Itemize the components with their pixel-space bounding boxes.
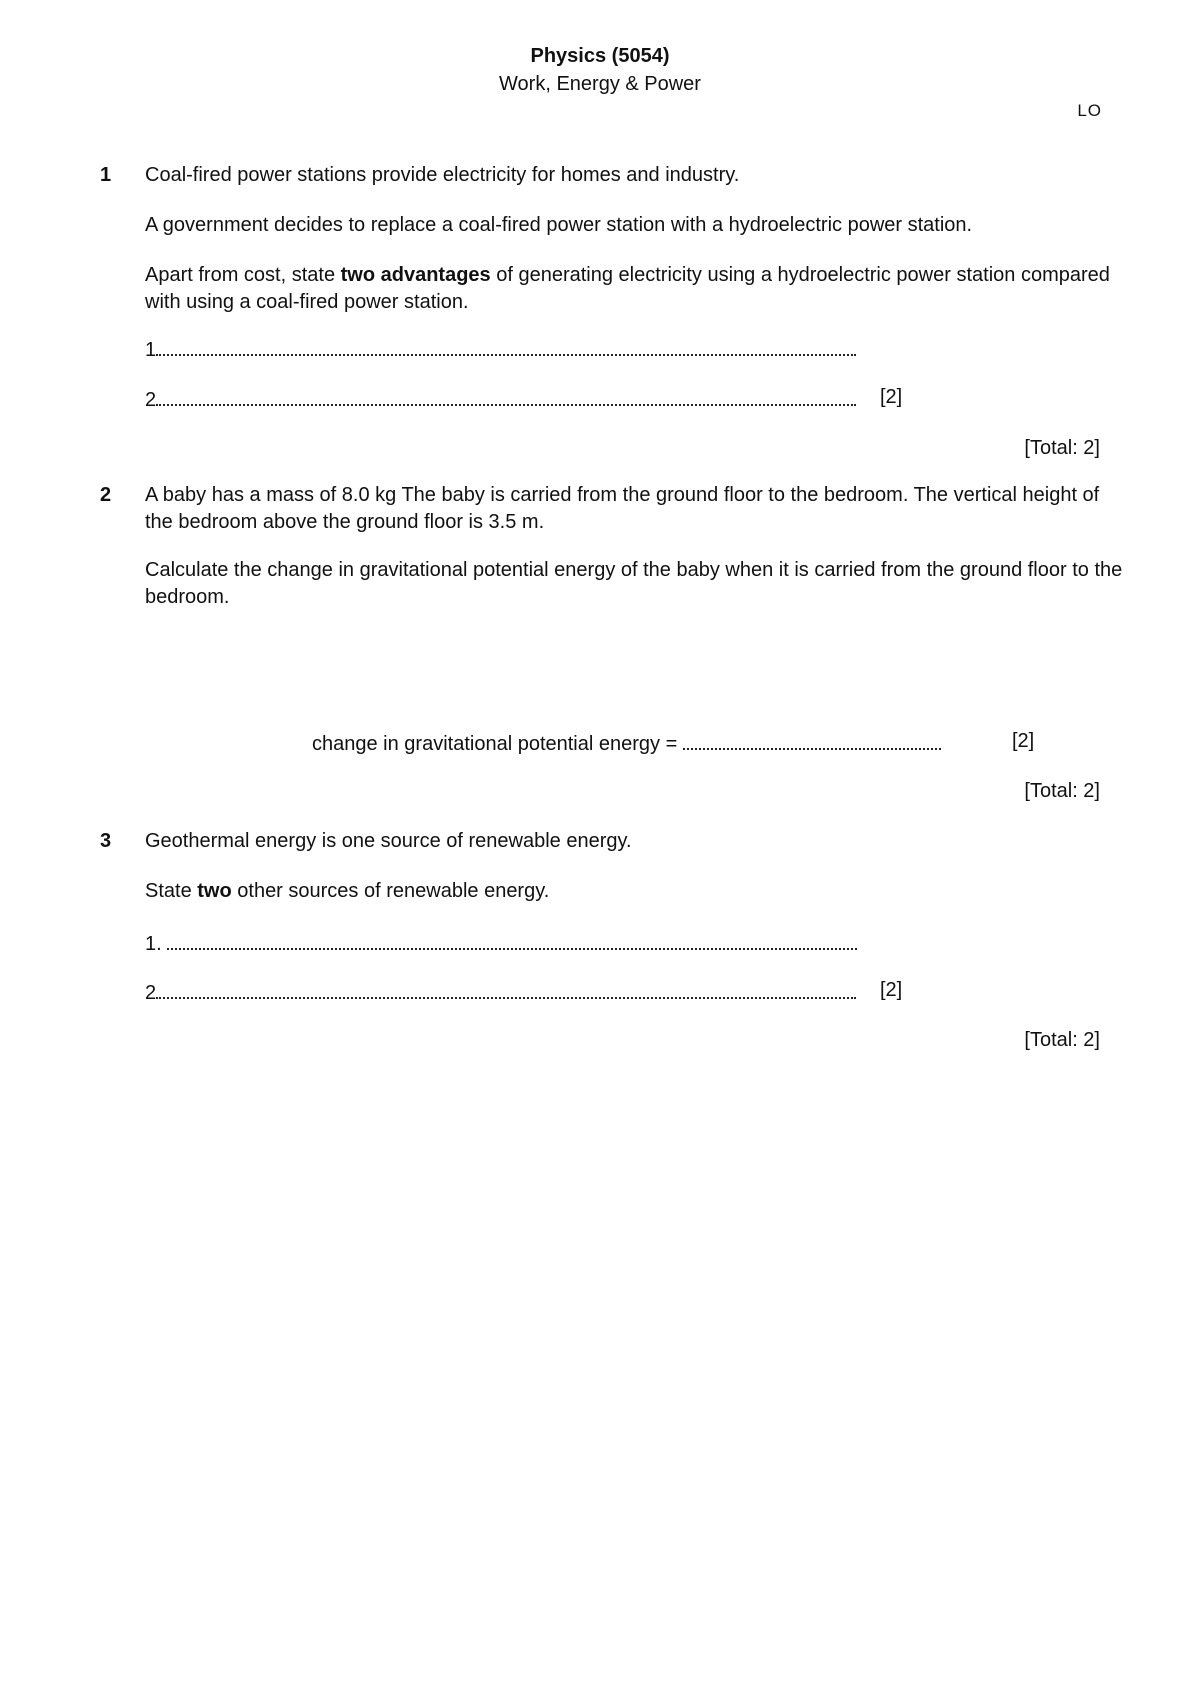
answer-line[interactable] <box>156 979 856 999</box>
question-2-context: A baby has a mass of 8.0 kg The baby is carried from the ground floor to the bedroom. The vertical height of the bedroom above the ground floor is 3.5 m. <box>145 484 1100 533</box>
question-2-total: [Total: 2] <box>1024 780 1100 802</box>
question-2-marks: [2] <box>1012 730 1035 752</box>
question-1-context: A government decides to replace a coal-fired power station with a hydroelectric power station. <box>145 214 973 236</box>
question-3-answer-2[interactable] <box>145 979 856 1005</box>
page-title: Physics (5054) <box>530 45 670 67</box>
question-2-number: 2 <box>100 484 112 506</box>
question-3-prompt-bold: two <box>197 880 232 902</box>
answer-label: 2 <box>145 982 157 1004</box>
question-1-total: [Total: 2] <box>1024 437 1100 459</box>
question-1-answer-1[interactable] <box>145 336 856 362</box>
question-1-prompt-pre: Apart from cost, state <box>145 264 341 286</box>
header-code: LO <box>1077 101 1102 120</box>
answer-line[interactable] <box>683 730 941 750</box>
question-2-prompt: Calculate the change in gravitational potential energy of the baby when it is carried from the ground floor to the bedroom. <box>145 559 1123 608</box>
question-1-intro: Coal-fired power stations provide electricity for homes and industry. <box>145 164 740 186</box>
question-1-marks: [2] <box>880 386 903 408</box>
question-3-prompt <box>145 878 1125 905</box>
question-3-total: [Total: 2] <box>1024 1029 1100 1051</box>
answer-line[interactable] <box>167 930 857 950</box>
answer-line[interactable] <box>156 336 856 356</box>
question-3-prompt-pre: State <box>145 880 198 902</box>
question-3-prompt-post: other sources of renewable energy. <box>231 880 550 902</box>
question-1-answer-2[interactable] <box>145 386 856 412</box>
question-1-number: 1 <box>100 164 112 186</box>
question-1-prompt <box>145 262 1125 316</box>
question-3-marks: [2] <box>880 979 903 1001</box>
answer-line[interactable] <box>156 386 856 406</box>
answer-label: 1 <box>145 339 157 361</box>
answer-label: change in gravitational potential energy = <box>312 733 678 755</box>
question-3-intro: Geothermal energy is one source of renewable energy. <box>145 830 632 852</box>
question-1-prompt-bold: two advantages <box>340 264 491 286</box>
question-3-answer-1[interactable] <box>145 930 857 956</box>
question-2-answer[interactable] <box>312 730 941 756</box>
question-3-number: 3 <box>100 830 112 852</box>
answer-label: 2 <box>145 389 157 411</box>
question-1-prompt-post: of generating electricity using a hydroelectric power station compared with using a coal-fired power station. <box>145 264 1110 313</box>
answer-label: 1. <box>145 933 162 955</box>
page-subtitle: Work, Energy & Power <box>499 73 701 95</box>
